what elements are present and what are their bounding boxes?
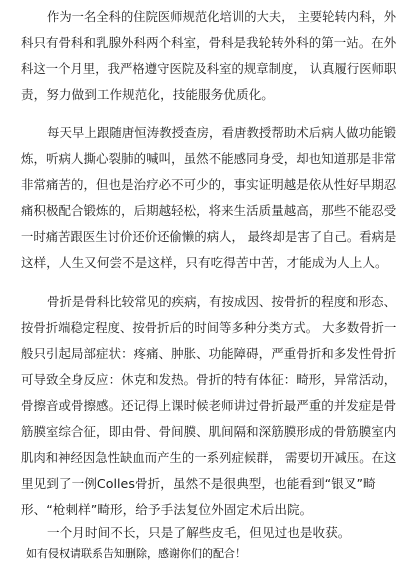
paragraph-2-line-5: 一时痛苦跟医生讨价还价还偷懒的病人， 最终却是害了自己。看病是 — [21, 229, 397, 244]
paragraph-2-line-6: 这样，人生又何尝不是这样，只有吃得苦中苦，才能成为人上人。 — [21, 255, 388, 270]
paragraph-1-line-1: 作为一名全科的住院医师规范化培训的大夫， 主要轮转内科，外 — [47, 9, 397, 24]
copyright-notice: 如有侵权请联系告知删除，感谢你们的配合！ — [26, 547, 246, 560]
paragraph-2-line-4: 痛积极配合锻炼的，后期越轻松，将来生活质量越高，那些不能忍受 — [21, 203, 397, 218]
paragraph-1-line-4: 责，努力做到工作规范化，技能服务优质化。 — [21, 87, 274, 102]
paragraph-3-line-5: 骨擦音或骨擦感。还记得上课时候老师讲过骨折最严重的并发症是骨 — [21, 398, 397, 413]
paragraph-1-line-3: 科这一个月里，我严格遵守医院及科室的规章制度， 认真履行医师职 — [21, 61, 397, 76]
paragraph-2-line-3: 非常痛苦的，但也是治疗必不可少的，事实证明越是依从性好早期忍 — [21, 177, 397, 192]
paragraph-2-line-1: 每天早上跟随唐恒涛教授查房，看唐教授帮助术后病人做功能锻 — [47, 125, 397, 140]
paragraph-3-line-7: 肌肉和神经因急性缺血而产生的一系列症候群， 需要切开减压。在这 — [21, 450, 397, 465]
paragraph-3-line-2: 按骨折端稳定程度、按骨折后的时间等多种分类方式。 大多数骨折一 — [21, 320, 397, 335]
paragraph-3-line-3: 般只引起局部症状：疼痛、肿胀、功能障碍，严重骨折和多发性骨折 — [21, 346, 397, 361]
paragraph-1-line-2: 科只有骨科和乳腺外科两个科室，骨科是我轮转外科的第一站。在外 — [21, 35, 397, 50]
paragraph-3-line-9: 形、“枪刺样”畸形，给予手法复位外固定术后出院。 — [21, 502, 313, 517]
paragraph-3-line-4: 可导致全身反应：休克和发热。骨折的特有体征：畸形，异常活动， — [21, 372, 397, 387]
paragraph-2-line-2: 炼，听病人撕心裂肺的喊叫，虽然不能感同身受，却也知道那是非常 — [21, 151, 397, 166]
paragraph-3-line-1: 骨折是骨科比较常见的疾病，有按成因、按骨折的程度和形态、 — [47, 294, 397, 309]
paragraph-4-line-1: 一个月时间不长，只是了解些皮毛，但见过也是收获。 — [47, 525, 351, 540]
paragraph-3-line-6: 筋膜室综合征，即由骨、骨间膜、肌间隔和深筋膜形成的骨筋膜室内 — [21, 424, 397, 439]
paragraph-3-line-8: 里见到了一例Colles骨折，虽然不是很典型，也能看到“银叉”畸 — [21, 476, 376, 491]
